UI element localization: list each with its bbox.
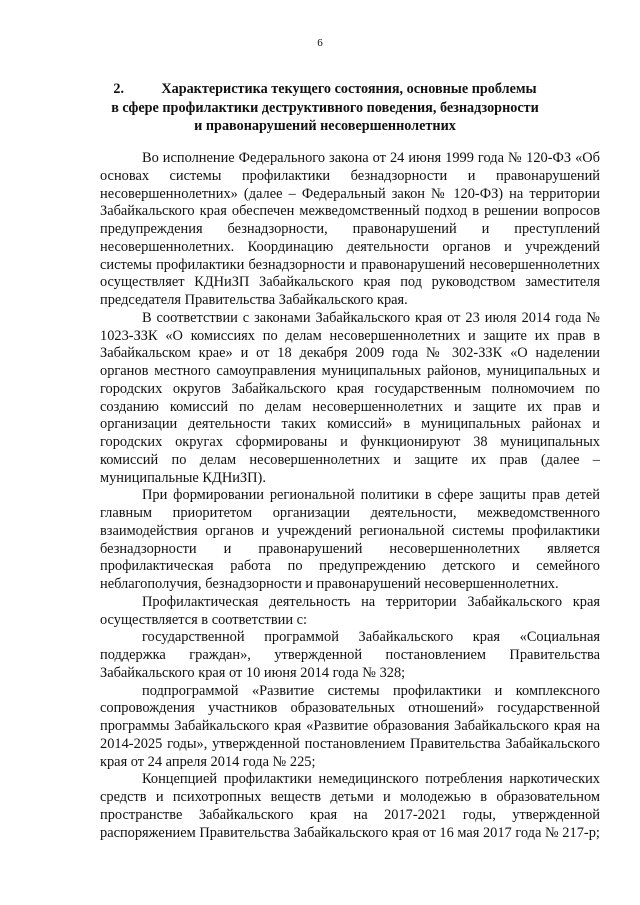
paragraph-federal-law: Во исполнение Федерального закона от 24 июня 1999 года № 120-ФЗ «Об основах системы профилактики безнадзорности и правонарушений несовершеннолетних» (далее – Федеральный закон № 120-ФЗ) на территории Забайкальского края обеспечен межведомственный подход в решении вопросов предупреждения безнадзорности, правонарушений и преступлений несовершеннолетних. Координацию деятельности органов и учреждений системы профилактики безнадзорности и правонарушений несовершеннолетних осуществляет КДНиЗП Забайкальского края под руководством заместителя председателя Правительства Забайкальского края.: [100, 150, 600, 308]
page-number: 6: [317, 37, 323, 49]
body-text: [100, 150, 600, 842]
paragraph-concept: Концепцией профилактики немедицинского потребления наркотических средств и психотропных веществ детьми и молодежью в образовательном пространстве Забайкальского края на 2017-2021 годы, утвержденной распоряжением Правительства Забайкальского края от 16 мая 2017 года № 217-р;: [100, 771, 600, 841]
section-title-line-1: Характеристика текущего состояния, основные проблемы: [161, 81, 537, 97]
paragraph-regional-policy: При формировании региональной политики в сфере защиты прав детей главным приоритетом организации деятельности, межведомственного взаимодействия органов и учреждений региональной системы профилактики безнадзорности и правонарушений несовершеннолетних является профилактическая работа по предупреждению детского и семейного неблагополучия, безнадзорности и правонарушений несовершеннолетних.: [100, 487, 600, 592]
section-heading-line-1: [100, 80, 550, 99]
section-heading: [100, 80, 550, 136]
section-title-line-3: и правонарушений несовершеннолетних: [194, 118, 456, 134]
section-number: 2.: [113, 81, 124, 97]
paragraph-prevention-activity: Профилактическая деятельность на территории Забайкальского края осуществляется в соответствии с:: [100, 593, 600, 628]
paragraph-state-program: государственной программой Забайкальского края «Социальная поддержка граждан», утвержденной постановлением Правительства Забайкальского края от 10 июня 2014 года № 328;: [100, 629, 600, 681]
section-title-line-2: в сфере профилактики деструктивного поведения, безнадзорности: [111, 99, 539, 116]
paragraph-subprogram: подпрограммой «Развитие системы профилактики и комплексного сопровождения участников образовательных отношений» государственной программы Забайкальского края «Развитие образования Забайкальского края на 2014-2025 годы», утвержденной постановлением Правительства Забайкальского края от 24 апреля 2014 года № 225;: [100, 682, 600, 770]
paragraph-regional-laws: В соответствии с законами Забайкальского края от 23 июля 2014 года № 1023-ЗЗК «О комиссиях по делам несовершеннолетних и защите их прав в Забайкальском крае» и от 18 декабря 2009 года № 302-ЗЗК «О наделении органов местного самоуправления муниципальных районов, муниципальных и городских округов Забайкальского края государственным полномочием по созданию комиссий по делам несовершеннолетних и защите их прав и организации деятельности таких комиссий» в муниципальных районах и городских округах сформированы и функционируют 38 муниципальных комиссий по делам несовершеннолетних и защите их прав (далее – муниципальные КДНиЗП).: [100, 309, 600, 486]
